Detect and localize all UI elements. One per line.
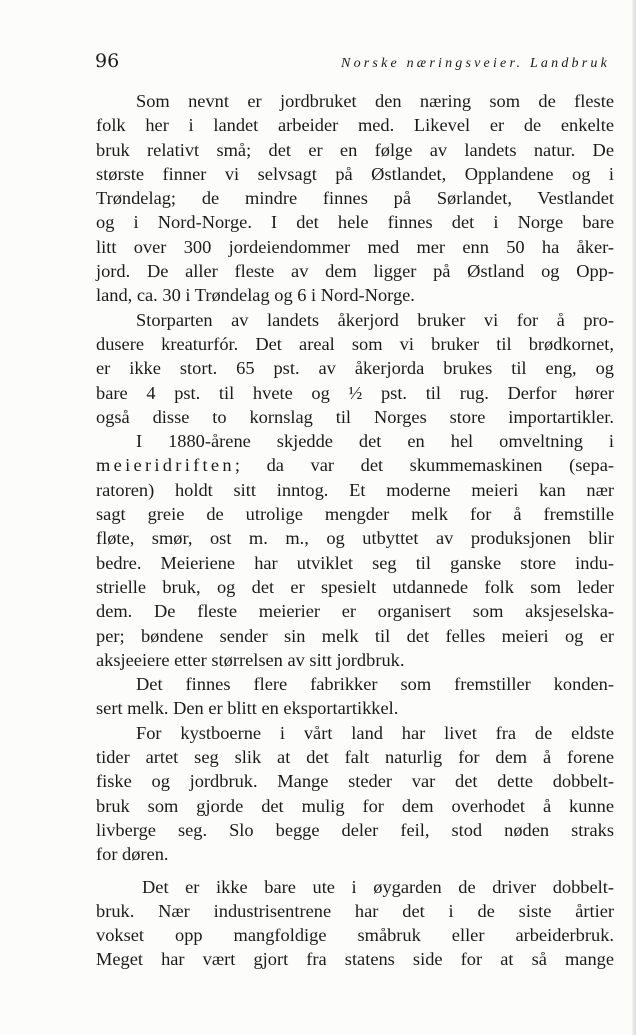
text-line: for døren. (96, 844, 169, 865)
text-line: ratoren) holdt sitt inntog. Et moderne meieri kan nær (96, 479, 614, 500)
text-line: aksjeeiere etter størrelsen av sitt jordbruk. (96, 649, 405, 670)
text-line: sert melk. Den er blitt en eksportartikkel. (96, 698, 399, 719)
text-line: livberge seg. Slo begge deler feil, stod nøden straks (96, 819, 614, 840)
text-line: strielle bruk, og det er spesielt utdannede folk som leder (96, 576, 614, 597)
text-line: og i Nord-Norge. I det hele finnes det i Norge bare (96, 212, 614, 233)
paragraph-3 (96, 429, 614, 672)
emphasized-word: meieridriften (96, 455, 235, 476)
page-number: 96 (95, 50, 120, 72)
text-line: fiske og jordbruk. Mange steder var det dette dobbelt- (96, 771, 614, 792)
text-line: dusere kreaturfór. Det areal som vi bruker til brødkornet, (96, 333, 614, 354)
text-line: per; bøndene sender sin melk til det felles meieri og er (96, 625, 614, 646)
paragraph-5 (96, 721, 614, 867)
page-edge (632, 0, 636, 1035)
text-line: også disse to kornslag til Norges store importartikler. (96, 406, 614, 427)
text-line: bedre. Meieriene har utviklet seg til ganske store indu- (96, 552, 614, 573)
text-line: bare 4 pst. til hvete og ½ pst. til rug. Derfor hører (96, 382, 614, 403)
text-line: litt over 300 jordeiendommer med mer enn 50 ha åker- (96, 236, 614, 257)
text-line: er ikke stort. 65 pst. av åkerjorda brukes til eng, og (96, 358, 614, 379)
text-line: folk her i landet arbeider med. Likevel er de enkelte (96, 115, 614, 136)
text-line: vokset opp mangfoldige småbruk eller arbeiderbruk. (96, 925, 614, 946)
paragraph-6 (96, 875, 614, 972)
text-line: fløte, smør, ost m. m., og utbyttet av produksjonen blir (96, 528, 614, 549)
text-line: største finner vi selvsagt på Østlandet, Opplandene og i (96, 163, 614, 184)
text-line: Det er ikke bare ute i øygarden de driver dobbelt- (142, 876, 614, 897)
text-line: Storparten av landets åkerjord bruker vi for å pro- (136, 309, 614, 330)
paragraph-1 (96, 89, 614, 308)
text-line: For kystboerne i vårt land har livet fra de eldste (136, 722, 614, 743)
page-header (95, 50, 615, 80)
text-line: land, ca. 30 i Trøndelag og 6 i Nord-Norge. (96, 285, 415, 306)
text-line: sagt greie de utrolige mengder melk for å fremstille (96, 504, 614, 525)
text-line: bruk som gjorde det mulig for dem overhodet å kunne (96, 795, 614, 816)
text-line: I 1880-årene skjedde det en hel omveltning i (136, 431, 614, 452)
text-line: Det finnes flere fabrikker som fremstiller konden- (136, 674, 614, 695)
paragraph-gap (96, 867, 614, 875)
paragraph-4 (96, 672, 614, 721)
text-line: Som nevnt er jordbruket den næring som de fleste (136, 91, 614, 111)
paragraph-2 (96, 308, 614, 429)
text-line: tider artet seg slik at det falt naturlig for dem å forene (96, 747, 614, 768)
text-line: bruk relativt små; det er en følge av landets natur. De (96, 139, 614, 160)
text-line: jord. De aller fleste av dem ligger på Østland og Opp- (96, 261, 614, 282)
text-line: meieridriften; da var det skummemaskinen (sepa- (96, 455, 614, 476)
text-line: dem. De fleste meierier er organisert som aksjeselska- (96, 601, 614, 622)
text-line: Meget har vært gjort fra statens side for at så mange (96, 949, 614, 970)
text-line: bruk. Nær industrisentrene har det i de siste årtier (96, 900, 614, 921)
body-text (96, 89, 614, 972)
text-line: Trøndelag; de mindre finnes på Sørlandet, Vestlandet (96, 188, 614, 209)
running-title: Norske næringsveier. Landbruk (341, 56, 610, 71)
